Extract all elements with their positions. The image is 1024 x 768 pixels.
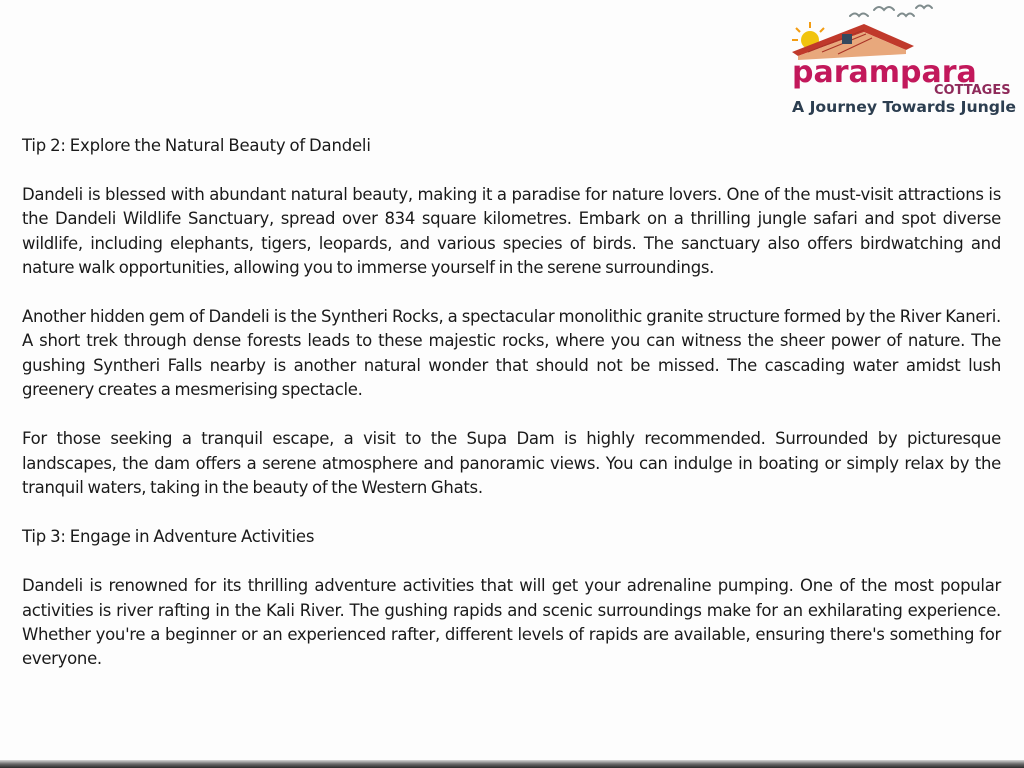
logo-brand-text: parampara — [792, 55, 977, 90]
logo-tagline-text: A Journey Towards Jungle — [792, 98, 1016, 116]
bottom-divider-bar — [0, 760, 1024, 768]
parampara-cottages-logo — [788, 2, 1020, 122]
logo-cottages-text: COTTAGES — [934, 83, 1011, 98]
section-heading-tip3: Tip 3: Engage in Adventure Activities — [22, 527, 315, 547]
birds-icon — [850, 6, 932, 17]
section-heading-tip2: Tip 2: Explore the Natural Beauty of Dandeli — [22, 136, 371, 155]
paragraph-supa-dam: For those seeking a tranquil escape, a visit to the Supa Dam is highly recommended. Surrounded by picturesque landscapes, the dam offers a serene atmosphere and panoramic views. You can indulge in boating or simply relax by the tranquil waters, taking in the beauty of the Western Ghats. — [22, 429, 1001, 497]
article-content — [22, 134, 1001, 696]
logo-graphic — [788, 2, 1020, 122]
paragraph-river-rafting: Dandeli is renowned for its thrilling adventure activities that will get your adrenaline pumping. One of the most popular activities is river rafting in the Kali River. The gushing rapids and scenic surroundings make for an exhilarating experience. Whether you're a beginner or an experienced rafter, different levels of rapids are available, ensuring there's something for everyone. — [22, 576, 1001, 669]
paragraph-syntheri-rocks: Another hidden gem of Dandeli is the Syntheri Rocks, a spectacular monolithic granite structure formed by the River Kaneri. A short trek through dense forests leads to these majestic rocks, where you can witness the sheer power of nature. The gushing Syntheri Falls nearby is another natural wonder that should not be missed. The cascading water amidst lush greenery creates a mesmerising spectacle. — [22, 307, 1001, 400]
paragraph-wildlife-sanctuary: Dandeli is blessed with abundant natural beauty, making it a paradise for nature lovers. One of the must-visit attractions is the Dandeli Wildlife Sanctuary, spread over 834 square kilometres. Embark on a thrilling jungle safari and spot diverse wildlife, including elephants, tigers, leopards, and various species of birds. The sanctuary also offers birdwatching and nature walk opportunities, allowing you to immerse yourself in the serene surroundings. — [22, 185, 1001, 277]
